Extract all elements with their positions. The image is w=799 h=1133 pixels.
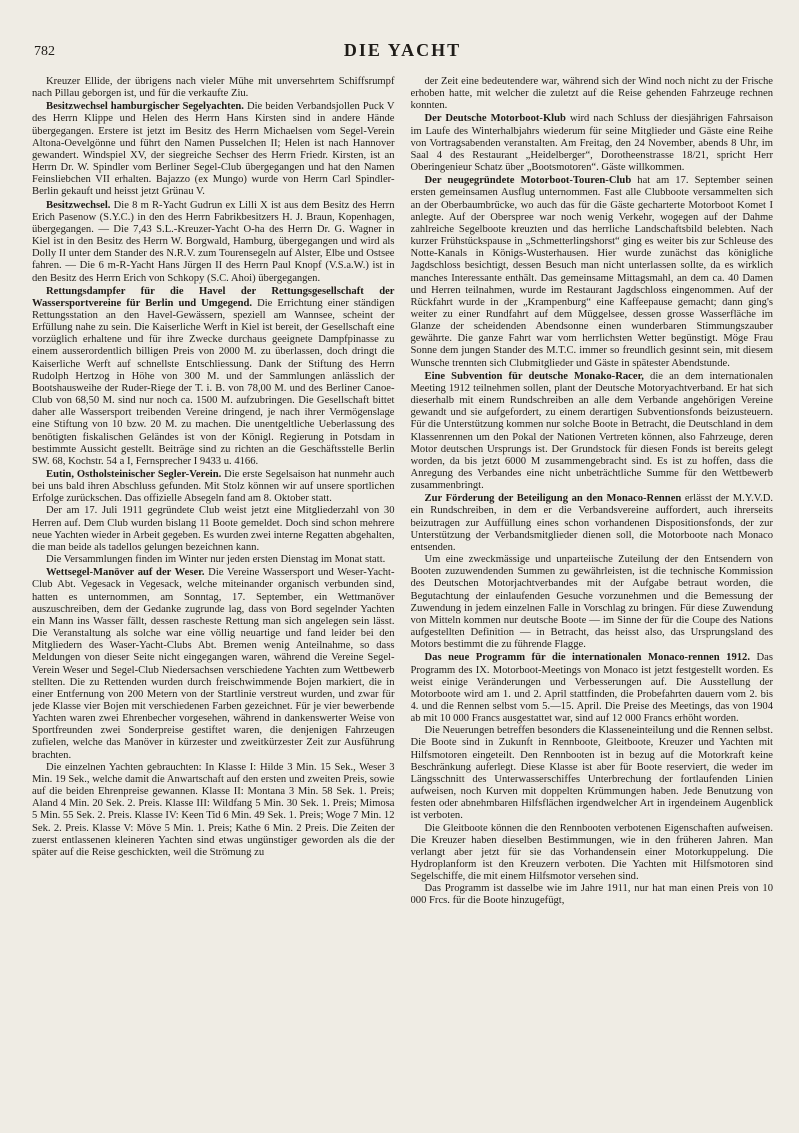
article-paragraph bbox=[411, 725, 774, 822]
article bbox=[411, 652, 774, 907]
article-heading: Zur Förderung der Beteiligung an den Monaco-Rennen bbox=[424, 493, 682, 505]
article-paragraph bbox=[411, 554, 774, 651]
article bbox=[32, 200, 395, 285]
article-paragraph bbox=[32, 101, 395, 198]
article bbox=[32, 76, 395, 100]
article-paragraph bbox=[411, 371, 774, 493]
paragraph-text: wird nach Schluss der diesjährigen Fahrsaison im Laufe des Winterhalbjahrs wiederum für seine Mitglieder und Gäste eine Reihe von Vortragsabenden veranstalten. Am Freitag, den 24 November, abends 8 Uhr, im Saal 4 des Restaurant „Heidelberger“, Dorotheenstrasse 18/21, spricht Herr Oberingenieur Schatz über „Bootsmotoren“. Gäste willkommen. bbox=[410, 113, 773, 174]
paragraph-text: Die erste Segelsaison hat nunmehr auch bei uns bald ihren Abschluss gefunden. Mit Stolz können wir auf unsere sportlichen Erfolge zurückschen. Das offizielle Absegeln fand am 8. Oktober statt. bbox=[32, 469, 395, 505]
paragraph-text: Die einzelnen Yachten gebrauchten: In Klasse I: Hilde 3 Min. 15 Sek., Weser 3 Min. 19 Sek., welche damit die Anwartschaft auf den ersten und zweiten Preis, sowie auf die beiden Ehrenpreise gewannen. Klasse II: Montana 3 Min. 58 Sek. 1. Preis; Aland 4 Min. 20 Sek. 2. Preis. Klasse III: Wildfang 5 Min. 30 Sek. 1. Preis; Mimosa 5 Min. 55 Sek. 2. Preis. Klasse IV: Keen Tid 6 Min. 49 Sek. 1. Preis; Woge 7 Min. 12 Sek. 2. Preis. Klasse V: Möve 5 Min. 1. Preis; Kathe 6 Min. 2 Preis. Die Zeiten der zuerst entlassenen kleineren Yachten sind etwas ungünstiger geworden als die der später auf die Reise geschickten, weil die Strömung zu bbox=[32, 761, 395, 858]
article bbox=[411, 175, 774, 370]
article bbox=[32, 101, 395, 198]
article-heading: Besitzwechsel. bbox=[46, 199, 111, 211]
article bbox=[32, 286, 395, 468]
article-paragraph bbox=[32, 505, 395, 554]
paragraph-text: Kreuzer Ellide, der übrigens nach vieler Mühe mit unversehrtem Schiffsrumpf nach Pillau geborgen ist, und für die verkaufte Ziu. bbox=[32, 76, 395, 100]
paragraph-text: Die Vereine Wassersport und Weser-Yacht-Club Abt. Vegesack in Vegesack, welche miteinander organisch verbunden sind, hatten es unternommen, am Sonntag, 17. September, ein Wettmanöver auszuschreiben, dem der Gedanke zugrunde lag, dass von Bord segelnder Yachten ein Mann ins Wasser fällt, dessen rascheste Rettung man sich angelegen sein lässt. Die Veranstaltung als solche war eine völlig neuartige und fand leider bei den Mitgliedern des Waser-Yacht-Clubs Abt. Bremen wenig Anteilnahme, so dass Meldungen von dieser Seite nicht eingegangen waren, während die Vereine Segel-Verein Weser und Segel-Club Niedersachsen verschiedene Yachten zum Wettbewerb stellten. Die zu Rettenden wurden durch freischwimmende Bojen markiert, die in einer Entfernung von 200 Metern von der Startlinie verstreut wurden, und zwar für jede Klasse vier Bojen mit verschiedenen Farben gezeichnet. Für je vier bewerbende Yachten waren zwei Ehrenbecher vorgesehen, während in dankenswerter Weise von Sportfreunden zwei Sonderpreise gestiftet waren, die denjenigen Fahrzeugen zufielen, welche das Manöver in kürzester und zweitkürzester Zeit zur Ausführung brachten. bbox=[32, 567, 395, 761]
paragraph-text: Die beiden Verbandsjollen Puck V des Herrn Klippe und Helen des Herrn Hans Kirsten sind in andere Hände übergegangen. Erstere ist jetzt im Besitz des Herrn Michaelsen vom Segel-Verein Altona-Oevelgönne und führt den Namen Pusselchen II; Helen ist nach Hannover gewandert. Windspiel XV, der siegreiche Sechser des Herrn Friedr. Kirsten, ist an Herrn Dr. W. Spindler vom Berliner Segel-Club übergegangen und hat den Namen Feinsliebchen VII erhalten. Bajazzo (ex Mungo) wurde von Herrn Carl Spindler-Berlin gekauft und heisst jetzt Grünau V. bbox=[32, 101, 395, 198]
article-paragraph bbox=[411, 652, 774, 725]
article-paragraph bbox=[32, 554, 395, 566]
article-heading: Der neugegründete Motorboot-Touren-Club bbox=[424, 175, 632, 187]
paragraph-text: die an dem internationalen Meeting 1912 teilnehmen sollen, plant der Deutsche Motoryachtverband. Er hat sich dieserhalb mit einem Rundschreiben an alle dem Verbande angehörigen Vereine gewandt und sie aufgefordert, zu einem derartigen Subventionsfonds beizusteuern. Für die Unterstützung kommen nur solche Boote in Betracht, die Deutschland in dem Klassenrennen um den Pokal der Nationen Vertreten können, also Fahrzeuge, deren Motor deutschen Ursprungs ist. Der Grundstock für diesen Fonds ist bereits gelegt worden, da bis jetzt 6000 M zusammengebracht sind. Es ist zu hoffen, dass die Anregung des Verbandes eine nicht unbeträchtliche Summe für den Wettbewerb zusammenbringt. bbox=[410, 370, 773, 492]
article-paragraph bbox=[411, 175, 774, 370]
article-heading: Der Deutsche Motorboot-Klub bbox=[424, 113, 566, 125]
journal-title: DIE YACHT bbox=[343, 40, 462, 60]
article-paragraph bbox=[32, 762, 395, 859]
article-heading: Besitzwechsel hamburgischer Segelyachten. bbox=[46, 101, 244, 113]
paragraph-text: Das Programm des IX. Motorboot-Meetings von Monaco ist jetzt festgestellt worden. Es weist einige Veränderungen und Verbesserungen auf. Die Ausstellung der Motorboote wird am 1. und 2. April stattfinden, die Probefahrten dauern vom 2. bis 4. und die Rennen selbst vom 5.—15. April. Die Preise des Meetings, das von 1904 ab mit 10 000 Francs ausgestattet war, sind auf 12 000 Francs erhöht worden. bbox=[410, 652, 773, 725]
paragraph-text: erlässt der M.Y.V.D. ein Rundschreiben, in dem er die Verbandsvereine auffordert, auch ihrerseits beizutragen zur Auffüllung eines schon vorhandenen Dispositionsfonds, der zur Unterstützung der Verbandsmitglieder dienen soll, die Motorboote nach Monaco entsenden. bbox=[410, 493, 773, 553]
article bbox=[32, 469, 395, 566]
article-heading: Eutin, Ostholsteinischer Segler-Verein. bbox=[46, 469, 222, 480]
article-heading: Eine Subvention für deutsche Monako-Racer, bbox=[424, 370, 644, 382]
paragraph-text: Der am 17. Juli 1911 gegründete Club weist jetzt eine Mitgliederzahl von 30 Herren auf. Dem Club wurden bislang 11 Boote gemeldet. Doch sind schon mehrere neue Yachten wieder in Arbeit gegeben. Es wurden zwei interne Regatten abgehalten, die man beide als tadellos gelungen bezeichnen kann. bbox=[32, 505, 395, 553]
article bbox=[411, 76, 774, 112]
article-heading: Das neue Programm für die internationalen Monaco-rennen 1912. bbox=[424, 652, 750, 664]
article-paragraph bbox=[32, 286, 395, 468]
paragraph-text: der Zeit eine bedeutendere war, während sich der Wind noch nicht zu der Frische erhoben hatte, mit welcher die zuletzt auf die Reise gehenden Fahrzeuge rechnen konnten. bbox=[410, 76, 773, 112]
paragraph-text: Die 8 m R-Yacht Gudrun ex Lilli X ist aus dem Besitz des Herrn Erich Pasenow (S.Y.C.) in den des Herrn Fabrikbesitzers H. J. Braun, Kopenhagen, übergegangen. — Die 7,43 S.L.-Kreuzer-Yacht O-ha des Herrn Dr. G. Wagner in Kiel ist in den Besitz des Herrn W. Borgwald, Hamburg, übergegangen und wird als Dolly II unter dem Stander des N.R.V. zum Tourensegeln auf Alster, Elbe und Ostsee fahren. — Die 6 m-R-Yacht Hans Jürgen II des Herrn Paul Knopf (V.S.a.W.) ist in den Besitz des Herrn Erich von Schkopy (S.C. Ahoi) übergegangen. bbox=[32, 199, 395, 284]
article-paragraph bbox=[32, 567, 395, 762]
article-paragraph bbox=[411, 883, 774, 907]
article bbox=[411, 371, 774, 493]
article-paragraph bbox=[32, 76, 395, 100]
page-number: 782 bbox=[34, 44, 55, 59]
left-column bbox=[32, 76, 395, 1116]
article-paragraph bbox=[32, 469, 395, 505]
article-paragraph bbox=[411, 76, 774, 112]
article-heading: Wettsegel-Manöver auf der Weser. bbox=[46, 567, 205, 579]
paragraph-text: Um eine zweckmässige und unparteiische Zuteilung der den Entsendern von Booten zuzuwendenden Summen zu gewährleisten, ist die technische Kommission des Deutschen Motorjachtverbandes mit der Aufgabe betraut worden, die Begutachtung der einlaufenden Gesuche vorzunehmen und die Bemessung der Zuwendung in jedem einzelnen Falle in Vorschlag zu bringen. Für diese Zuwendung von Mitteln kommen nur deutsche Boote — im Sinne der für die Coupe des Nations aufgestellten Definition — in Betracht, das heisst also, das Ursprungsland des Motors bestimmt die zu führende Flagge. bbox=[410, 554, 773, 651]
page-header bbox=[32, 40, 773, 70]
article-paragraph bbox=[411, 823, 774, 884]
paragraph-text: Die Gleitboote können die den Rennbooten verbotenen Eigenschaften aufweisen. Die Kreuzer haben dieselben Bestimmungen, wie in den früheren Jahren. Man verlangt aber jetzt für sie das Vorhandensein einer Motorkuppelung. Die Hydroplanform ist den Kreuzern verboten. Die Yachten mit Hilfsmotoren sind Segelschiffe, die mit einem Hilfsmotor versehen sind. bbox=[410, 822, 773, 883]
article-paragraph bbox=[411, 493, 774, 554]
article bbox=[411, 113, 774, 174]
paragraph-text: Die Versammlungen finden im Winter nur jeden ersten Dienstag im Monat statt. bbox=[46, 554, 386, 566]
paragraph-text: Das Programm ist dasselbe wie im Jahre 1911, nur hat man einen Preis von 10 000 Frcs. für die Boote hinzugefügt, bbox=[410, 883, 773, 907]
article-heading: Rettungsdampfer für die Havel der Rettungsgesellschaft der Wassersportvereine für Berlin und Umgegend. bbox=[32, 285, 395, 309]
article bbox=[411, 493, 774, 651]
paragraph-text: hat am 17. September seinen ersten gemeinsamen Ausflug unternommen. Fast alle Clubboote versammelten sich an der Oberbaumbrücke, wo auch das für die Gäste gecharterte Motorboot Komet I anlegte. Auf der Oberspree war noch wenig Verkehr, wogegen auf der Dahme zahlreiche Segelboote kreuzten und das herrliche Landschaftsbild belebten. Nach kurzer Frühstückspause in „Schmetterlingshorst“ ging es weiter bis zur Schleuse des Notte-Kanals in Königs-Wusterhausen. Hier wurde zunächst das königliche Jagdschloss besichtigt, dessen Besuch man nicht unterlassen sollte, da es wirklich manches Interessante enthält. Das gemeinsame Mittagsmahl, an dem ca. 40 Damen und Herren teilnahmen, wurde im Restaurant Jagdschloss eingenommen. Auf der Rückfahrt wurde in der „Krampenburg“ eine Kaffeepause gemacht; dann ging's weiter zu einer Rundfahrt auf dem Müggelsee, dessen grosse Wasserfläche im Glanze der scheidenden Abendsonne einen wunderbaren Stimmungszauber gewährte. Die ganze Fahrt war vom herrlichsten Wetter begünstigt. Möge Frau Sonne dem jungen Stander des M.T.C. immer so freundlich gesinnt sein, mit diesem Wunsche trennten sich Clubmitglieder und Gäste in spätester Abendstunde. bbox=[410, 175, 773, 369]
article bbox=[32, 567, 395, 859]
paragraph-text: Die Errichtung einer ständigen Rettungsstation an den Havel-Gewässern, speziell am Wannsee, scheint der Erfüllung nahe zu sein. Die Kaiserliche Werft in Kiel ist bereit, der Gesellschaft eine vorzüglich erhaltene und für ihre Zwecke durchaus geeignete Dampfpinasse zu einem ausserordentlich billigen Preis von 2000 M. zu überlassen, doch dringt die Kaiserliche Werft auf schnellste Entschliessung. Dank der Stiftung des Herrn Rudolph Hertzog in Höhe von 300 M. und der Sammlungen anlässlich der Bootshausweihe der Ruder-Riege der T. i. B. von 78,00 M. und des Berliner Canoe-Club von 68,50 M. sind nur noch ca. 1500 M. aufzubringen. Die Gesellschaft bittet daher alle Wassersport treibenden Vereine dringend, je nach ihrer Vermögenslage eine Stiftung von 10 bzw. 20 M. zu machen. Die unentgeltliche Ueberlassung des benötigten fiskalischen Geländes ist von der Königl. Regierung in Potsdam in bestimmte Aussicht gestellt. Beiträge sind zu richten an die Geschäftsstelle Berlin SW. 68, Kochstr. 54 a I, Fernsprecher I 9433 u. 4166. bbox=[32, 297, 395, 467]
paragraph-text: Die Neuerungen betreffen besonders die Klasseneinteilung und die Rennen selbst. Die Boote sind in Zukunft in Rennboote, Gleitboote, Kreuzer und Yachten mit Hilfsmotoren eingeteilt. Den Rennbooten ist in bezug auf die Motorkraft keine Beschränkung auferlegt. Diese Klasse ist aber für Boote reserviert, die weder im Längsschnitt des Unterwasserschiffes Unterbrechung der fortlaufenden Linien aufweisen, noch Kurven mit doppelten Krümmungen haben. Jede Benutzung von festen oder abnehmbaren Hilfsflächen irgendwelcher Art in irgendeinem Augenblick ist verboten. bbox=[410, 725, 773, 822]
right-column bbox=[411, 76, 774, 1116]
text-columns bbox=[32, 76, 773, 1116]
article-paragraph bbox=[32, 200, 395, 285]
article-paragraph bbox=[411, 113, 774, 174]
